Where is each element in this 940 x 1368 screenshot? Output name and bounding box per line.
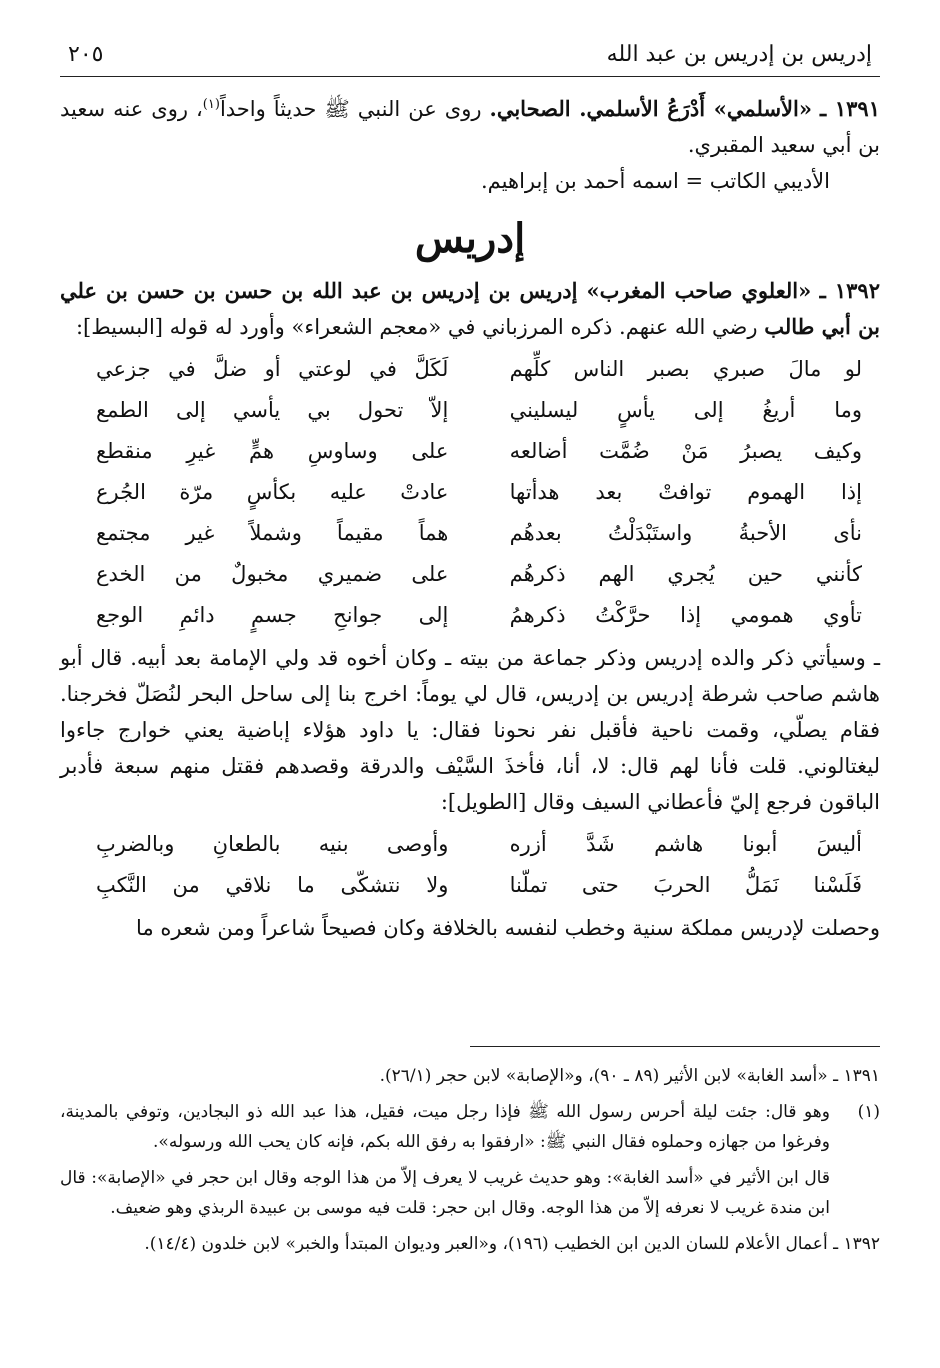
entry-names: «الأسلمي» أَدْرَعُ الأسلمي. الصحابي. — [489, 96, 812, 121]
cross-reference-note: الأديبي الكاتب = اسمه أحمد بن إبراهيم. — [481, 169, 830, 193]
footnote-marker[interactable]: (١) — [202, 97, 220, 112]
page-number: ٢٠٥ — [68, 42, 104, 67]
poem-verse: أليسَ أبونا هاشم شَدَّ أزره وأوصى بنيه بالطعانِ وبالضربِ — [96, 832, 862, 856]
source-note-1392: ١٣٩٢ ـ أعمال الأعلام للسان الدين ابن الخطيب (١٩٦)، و«العبر وديوان المبتدأ والخبر» لابن خلدون (١٤/٤). — [144, 1234, 880, 1254]
poem-verse: تأوي همومي إذا حرَّكْتُ ذكرهمُ إلى جوانحِ جسمٍ دائمِ الوجع — [96, 603, 862, 627]
entry-number: ١٣٩١ ـ — [820, 96, 880, 121]
poem-basit — [60, 349, 880, 636]
entry-text: روى عن النبي ﷺ حديثاً واحداً — [219, 97, 482, 121]
footnote-paragraph: قال ابن الأثير في «أسد الغابة»: وهو حديث غريب لا يعرف إلاّ من هذا الوجه وقال ابن حجر في «الإصابة»: قال ابن مندة غريب لا نعرفه إلاّ من هذا الوجه. وقال ابن حجر: قلت فيه موسى بن عبيدة الربذي وهو ضعيف. — [60, 1168, 830, 1218]
entry-text-2: ، روى عنه سعيد بن أبي سعيد المقبري. — [60, 97, 880, 157]
footnote-number: (١) — [857, 1102, 880, 1122]
poem-verse: إذا الهموم توافتْ بعد هدأتها عادتْ عليه بكأسٍ مرّة الجُرع — [96, 480, 862, 504]
poem-verse: وما أريغُ إلى يأسٍ ليسليني إلاّ تحول بي يأسي إلى الطمع — [96, 398, 862, 422]
poem-verse: فَلَسْنا نَمَلُّ الحربَ حتى تملّنا ولا نتشكّى ما نلاقي من النَّكبِ — [96, 873, 862, 897]
closing-line: وحصلت لإدريس مملكة سنية وخطب لنفسه بالخلافة وكان فصيحاً شاعراً ومن شعره ما — [136, 916, 880, 940]
poem-tawil — [60, 824, 880, 906]
poem-verse: لو مالَ صبري بصبر الناس كلِّهم لَكَلَّ في لوعتي أو ضلَّ في جزعي — [96, 357, 862, 381]
footnotes — [60, 1046, 880, 1259]
poem-verse: وكيف يصبرُ مَنْ ضُمَّت أضالعه على وساوسِ همٍّ غيرِ منقطع — [96, 439, 862, 463]
page-header — [60, 40, 880, 77]
narrative-paragraph: ـ وسيأتي ذكر والده إدريس وذكر جماعة من بيته ـ وكان أخوه قد ولي الإمامة بعد أبيه. قال أبو هاشم صاحب شرطة إدريس بن إدريس، قال لي يوماً: اخرج بنا إلى ساحل البحر لنُصَلّ فخرجنا. فقام يصلّي، وقمت ناحية فأقبل نفر نحونا فقال: يا داود هؤلاء إباضية يعني خوارج جاءوا ليغتالوني. قلت فأنا لهم قال: لا، أنا، فأخذَ السَّيْف والدرقة وقصدهم فقتل منهم سبعة فأدبر الباقون فرجع إليّ فأعطاني السيف وقال [الطويل]: — [60, 646, 880, 814]
poem-verse: نأى الأحبةُ واستَبْدَلْتُ بعدهُم هماً مقيماً وشملاً غير مجتمع — [96, 521, 862, 545]
entry-names: «العلوي صاحب المغرب» إدريس بن إدريس بن عبد الله بن حسن بن حسن بن علي بن أبي طالب — [60, 278, 880, 339]
entry-number: ١٣٩٢ ـ — [819, 278, 880, 303]
section-heading: إدريس — [414, 215, 526, 262]
poem-verse: كأنني حين يُجري الهم ذكرهُم على ضميري مخبولٌ من الخدع — [96, 562, 862, 586]
footnote-1 — [60, 1097, 880, 1223]
entry-1391 — [60, 87, 880, 163]
footnote-paragraph: وهو قال: جئت ليلة أحرس رسول الله ﷺ فإذا رجل ميت، فقيل، هذا عبد الله ذو البجادين، وتوفي بالمدينة، وفرغوا من جهازه وحملوه فقال النبي ﷺ: «ارفقوا به رفق الله بكم، فإنه كان يحب الله ورسوله». — [60, 1102, 830, 1152]
entry-text: رضي الله عنهم. ذكره المرزباني في «معجم الشعراء» وأورد له قوله [البسيط]: — [75, 315, 758, 339]
running-title: إدريس بن إدريس بن عبد الله — [606, 42, 872, 67]
source-note-1391: ١٣٩١ ـ «أسد الغابة» لابن الأثير (٨٩ ـ ٩٠)، و«الإصابة» لابن حجر (٢٦/١). — [379, 1066, 880, 1086]
entry-1392 — [60, 273, 880, 345]
